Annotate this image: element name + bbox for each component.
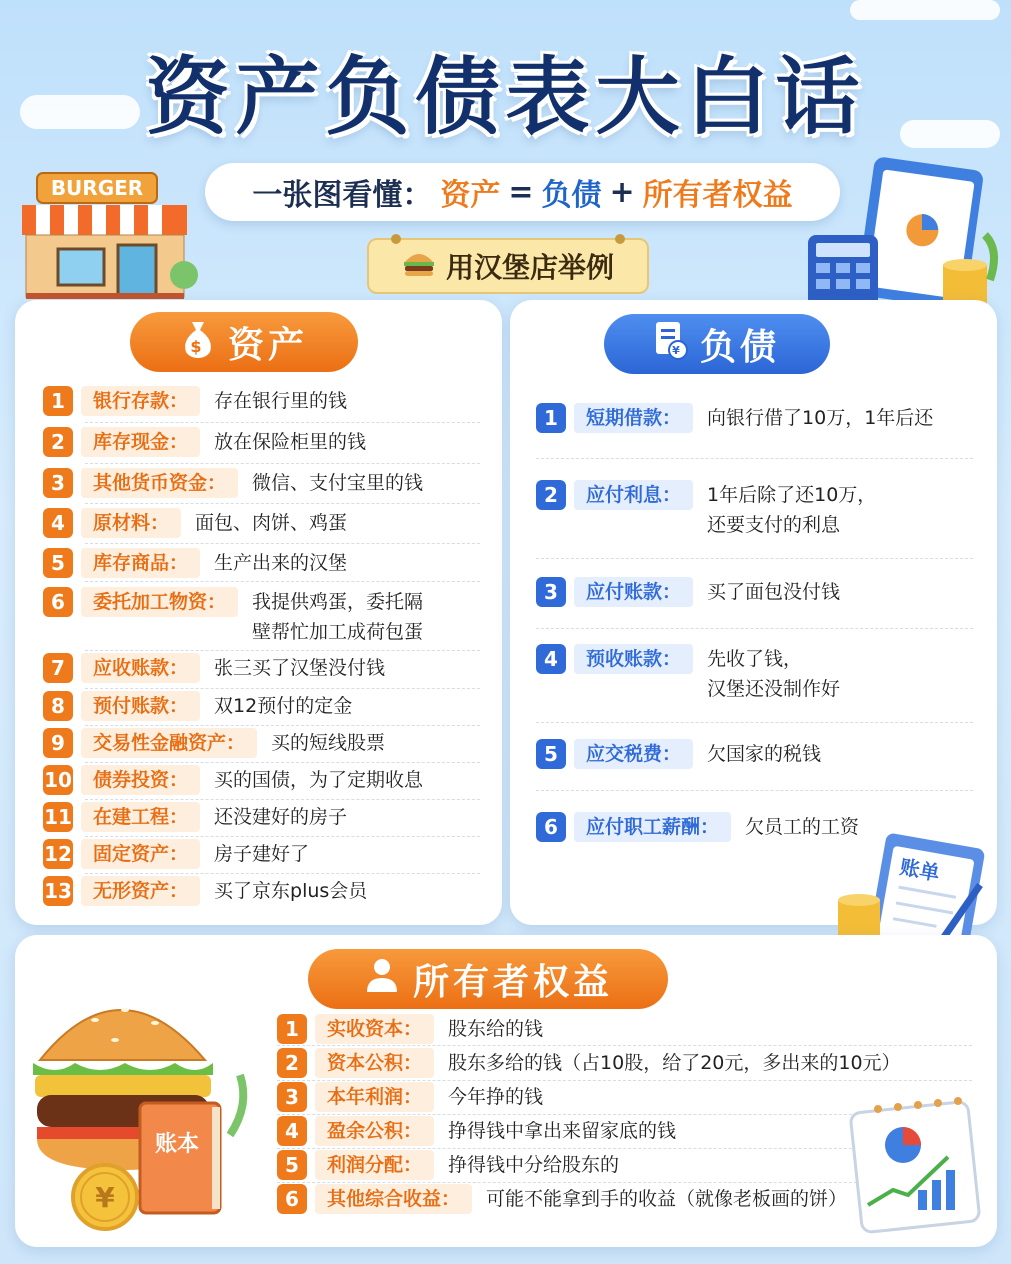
divider [277,1148,872,1149]
list-item [536,577,840,607]
assets-heading-text: 资产 [227,324,308,366]
item-number: 11 [43,802,73,832]
item-label: 应付账款： [574,577,693,607]
item-desc: 还没建好的房子 [214,806,348,828]
item-number: 4 [43,508,73,538]
item-number: 1 [277,1014,307,1044]
clipboard-calculator-illustration [800,155,1005,315]
item-number: 5 [277,1150,307,1180]
item-label: 应收账款： [81,653,200,683]
item-number: 8 [43,691,73,721]
list-item [277,1082,543,1112]
item-number: 9 [43,728,73,758]
page-title: 资产负债表大白话 [145,48,866,146]
liabilities-heading [604,314,830,374]
item-label: 应付职工薪酬： [574,812,731,842]
list-item [277,1184,847,1214]
divider [277,1080,972,1081]
list-item [277,1150,619,1180]
item-label: 其他货币资金： [81,468,238,498]
item-label: 债券投资： [81,765,200,795]
divider [85,688,480,689]
divider [85,650,480,651]
item-desc: 生产出来的汉堡 [214,552,348,574]
item-desc: 欠国家的税钱 [707,743,822,765]
item-desc-line: 先收了钱， [707,648,803,670]
item-number: 3 [43,468,73,498]
formula-assets: 资产 [440,178,501,213]
item-desc: 股东给的钱 [448,1018,544,1040]
assets-heading [130,312,358,372]
divider [85,799,480,800]
item-number: 5 [536,739,566,769]
item-desc: 房子建好了 [214,843,310,865]
burger-icon [402,248,436,285]
item-label: 在建工程： [81,802,200,832]
item-label: 资本公积： [315,1048,434,1078]
divider [85,725,480,726]
assets-panel [15,300,502,925]
item-number: 2 [277,1048,307,1078]
liabilities-heading-text: 负债 [699,326,780,368]
bill-document-icon [654,320,688,369]
divider [536,558,973,559]
formula-prefix: 一张图看懂： [252,178,433,213]
item-desc: 挣得钱中拿出来留家底的钱 [448,1120,677,1142]
item-label: 委托加工物资： [81,587,238,617]
divider [85,543,480,544]
calendar-chart-illustration [848,1095,983,1235]
item-desc: 股东多给的钱（占10股，给了20元，多出来的10元） [448,1052,901,1074]
item-desc: 挣得钱中分给股东的 [448,1154,620,1176]
store-sign-text: BURGER [50,176,144,200]
divider [85,836,480,837]
list-item [43,691,352,721]
divider [277,1045,972,1046]
item-desc: 买了京东plus会员 [214,880,368,902]
item-number: 3 [536,577,566,607]
item-number: 6 [536,812,566,842]
person-icon [363,956,401,1003]
list-item [43,839,309,869]
item-desc: 今年挣的钱 [448,1086,544,1108]
item-desc: 张三买了汉堡没付钱 [214,657,386,679]
item-label: 无形资产： [81,876,200,906]
svg-text:¥: ¥ [672,343,684,357]
divider [85,873,480,874]
divider [536,722,973,723]
item-desc-line: 1年后除了还10万， [707,484,877,506]
list-item [43,427,366,457]
divider [85,422,480,423]
list-item [43,728,385,758]
svg-text:$: $ [190,336,206,356]
list-item [536,812,859,842]
ledger-title: 账本 [155,1132,200,1157]
list-item [536,480,876,540]
item-desc: 双12预付的定金 [214,695,353,717]
divider [536,790,973,791]
divider [85,762,480,763]
example-label: 用汉堡店举例 [445,251,614,284]
list-item [277,1014,543,1044]
item-label: 库存商品： [81,548,200,578]
item-number: 3 [277,1082,307,1112]
item-label: 盈余公积： [315,1116,434,1146]
cloud-decoration [850,0,1000,20]
formula-equals: = [508,174,534,210]
item-label: 预收账款： [574,644,693,674]
list-item [43,587,423,647]
list-item [43,508,347,538]
list-item [277,1116,676,1146]
item-desc: 欠员工的工资 [745,816,860,838]
item-desc: 买的国债，为了定期收息 [214,769,424,791]
divider [277,1182,872,1183]
equity-heading-text: 所有者权益 [412,961,613,1003]
list-item [43,386,347,416]
item-desc: 放在保险柜里的钱 [214,431,367,453]
divider [277,1114,872,1115]
item-desc: 可能不能拿到手的收益（就像老板画的饼） [486,1188,848,1210]
svg-text:¥: ¥ [95,1181,115,1214]
item-desc-line: 汉堡还没制作好 [707,678,841,700]
item-desc-line: 我提供鸡蛋，委托隔 [252,591,424,613]
item-desc-line: 壁帮忙加工成荷包蛋 [252,621,424,643]
item-desc: 买了面包没付钱 [707,581,841,603]
item-label: 交易性金融资产： [81,728,257,758]
divider [85,581,480,582]
item-number: 1 [536,403,566,433]
item-desc-line: 还要支付的利息 [707,514,841,536]
item-desc: 存在银行里的钱 [214,390,348,412]
item-desc [238,587,423,647]
item-label: 实收资本： [315,1014,434,1044]
item-number: 1 [43,386,73,416]
item-label: 本年利润： [315,1082,434,1112]
formula-plus: + [609,174,635,210]
item-number: 4 [536,644,566,674]
item-number: 2 [43,427,73,457]
divider [85,463,480,464]
list-item [536,403,933,433]
list-item [43,802,347,832]
item-number: 4 [277,1116,307,1146]
item-desc [693,644,840,704]
formula-liabilities: 负债 [541,178,602,213]
item-label: 银行存款： [81,386,200,416]
item-number: 5 [43,548,73,578]
item-number: 6 [277,1184,307,1214]
item-label: 应付利息： [574,480,693,510]
list-item [43,548,347,578]
item-label: 利润分配： [315,1150,434,1180]
item-label: 预付账款： [81,691,200,721]
item-label: 固定资产： [81,839,200,869]
item-number: 7 [43,653,73,683]
item-number: 10 [43,765,73,795]
list-item [536,644,840,704]
list-item [43,765,423,795]
item-desc: 买的短线股票 [271,732,386,754]
item-label: 其他综合收益： [315,1184,472,1214]
item-label: 应交税费： [574,739,693,769]
divider [536,628,973,629]
burger-store-illustration [12,165,202,300]
item-desc: 向银行借了10万，1年后还 [707,407,934,429]
list-item [536,739,821,769]
equity-heading [308,949,668,1009]
item-label: 短期借款： [574,403,693,433]
example-badge [367,238,649,294]
item-desc: 面包、肉饼、鸡蛋 [195,512,348,534]
formula-equity: 所有者权益 [642,178,793,213]
burger-ledger-illustration [25,985,270,1240]
item-label: 原材料： [81,508,181,538]
list-item [43,468,423,498]
item-number: 13 [43,876,73,906]
money-bag-icon [180,318,216,367]
pin-icon [615,234,625,244]
item-number: 12 [43,839,73,869]
divider [536,458,973,459]
pin-icon [391,234,401,244]
divider [85,503,480,504]
list-item [43,653,385,683]
formula-banner [205,163,840,221]
item-number: 6 [43,587,73,617]
item-desc: 微信、支付宝里的钱 [252,472,424,494]
bill-title: 账单 [897,854,942,886]
item-number: 2 [536,480,566,510]
item-desc [693,480,876,540]
item-label: 库存现金： [81,427,200,457]
list-item [277,1048,901,1078]
list-item [43,876,367,906]
